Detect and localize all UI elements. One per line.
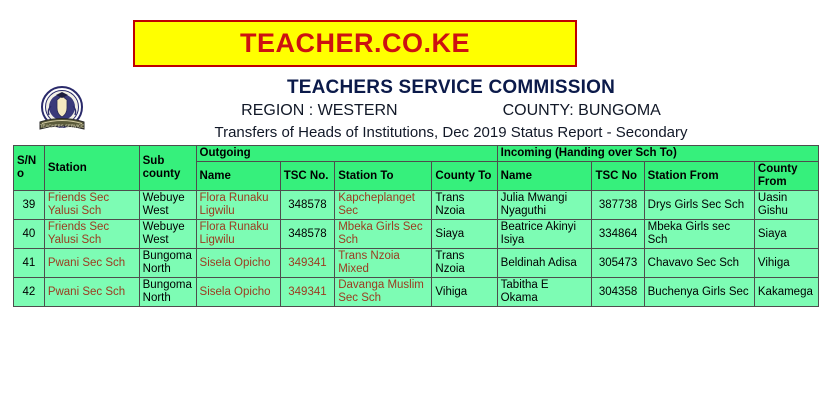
transfers-table-container bbox=[13, 145, 819, 307]
cell-incoming-tsc-no: 334864 bbox=[592, 220, 644, 249]
cell-sn: 42 bbox=[14, 278, 45, 307]
cell-outgoing-county-to: Siaya bbox=[432, 220, 497, 249]
cell-incoming-tsc-no: 305473 bbox=[592, 249, 644, 278]
cell-station: Friends Sec Yalusi Sch bbox=[44, 220, 139, 249]
col-header-outgoing-station-to: Station To bbox=[335, 162, 432, 191]
cell-sub-county: Webuye West bbox=[139, 220, 196, 249]
region-label: REGION : WESTERN bbox=[241, 102, 398, 119]
report-subtitle: Transfers of Heads of Institutions, Dec 2019 Status Report - Secondary bbox=[214, 124, 688, 141]
group-header-incoming: Incoming (Handing over Sch To) bbox=[497, 146, 818, 162]
cell-sn: 41 bbox=[14, 249, 45, 278]
cell-incoming-name: Tabitha E Okama bbox=[497, 278, 592, 307]
col-header-outgoing-county-to: County To bbox=[432, 162, 497, 191]
cell-incoming-county-from: Uasin Gishu bbox=[754, 191, 818, 220]
organisation-title: TEACHERS SERVICE COMMISSION bbox=[286, 77, 616, 98]
cell-outgoing-station-to: Mbeka Girls Sec Sch bbox=[335, 220, 432, 249]
col-header-sub-county: Sub county bbox=[139, 146, 196, 191]
document-header bbox=[0, 76, 832, 144]
cell-sub-county: Webuye West bbox=[139, 191, 196, 220]
cell-outgoing-station-to: Kapcheplanget Sec bbox=[335, 191, 432, 220]
cell-incoming-station-from: Chavavo Sec Sch bbox=[644, 249, 754, 278]
cell-station: Pwani Sec Sch bbox=[44, 249, 139, 278]
cell-outgoing-county-to: Vihiga bbox=[432, 278, 497, 307]
cell-sub-county: Bungoma North bbox=[139, 278, 196, 307]
cell-station: Friends Sec Yalusi Sch bbox=[44, 191, 139, 220]
svg-text:TEACHERS SERVICE: TEACHERS SERVICE bbox=[39, 123, 85, 129]
table-group-header-row bbox=[14, 146, 819, 162]
cell-incoming-name: Beatrice Akinyi Isiya bbox=[497, 220, 592, 249]
cell-outgoing-tsc-no: 349341 bbox=[280, 249, 335, 278]
cell-outgoing-name: Flora Runaku Ligwilu bbox=[196, 220, 280, 249]
col-header-outgoing-tsc-no: TSC No. bbox=[280, 162, 335, 191]
cell-outgoing-station-to: Trans Nzoia Mixed bbox=[335, 249, 432, 278]
cell-outgoing-tsc-no: 348578 bbox=[280, 191, 335, 220]
cell-sub-county: Bungoma North bbox=[139, 249, 196, 278]
cell-incoming-county-from: Vihiga bbox=[754, 249, 818, 278]
tsc-coat-of-arms-logo bbox=[32, 82, 92, 138]
table-row bbox=[14, 191, 819, 220]
cell-incoming-tsc-no: 387738 bbox=[592, 191, 644, 220]
cell-incoming-station-from: Buchenya Girls Sec bbox=[644, 278, 754, 307]
col-header-incoming-name: Name bbox=[497, 162, 592, 191]
cell-outgoing-name: Sisela Opicho bbox=[196, 278, 280, 307]
group-header-outgoing: Outgoing bbox=[196, 146, 497, 162]
watermark-banner bbox=[133, 20, 577, 67]
cell-station: Pwani Sec Sch bbox=[44, 278, 139, 307]
table-row bbox=[14, 278, 819, 307]
cell-outgoing-name: Sisela Opicho bbox=[196, 249, 280, 278]
cell-incoming-station-from: Drys Girls Sec Sch bbox=[644, 191, 754, 220]
table-row bbox=[14, 249, 819, 278]
header-text-block bbox=[96, 76, 806, 143]
col-header-incoming-tsc-no: TSC No bbox=[592, 162, 644, 191]
county-label: COUNTY: BUNGOMA bbox=[502, 102, 661, 119]
cell-outgoing-tsc-no: 348578 bbox=[280, 220, 335, 249]
cell-outgoing-tsc-no: 349341 bbox=[280, 278, 335, 307]
region-county-line bbox=[96, 100, 806, 122]
table-row bbox=[14, 220, 819, 249]
cell-incoming-county-from: Siaya bbox=[754, 220, 818, 249]
cell-incoming-county-from: Kakamega bbox=[754, 278, 818, 307]
cell-outgoing-station-to: Davanga Muslim Sec Sch bbox=[335, 278, 432, 307]
col-header-incoming-county-from: County From bbox=[754, 162, 818, 191]
table-head bbox=[14, 146, 819, 191]
cell-outgoing-name: Flora Runaku Ligwilu bbox=[196, 191, 280, 220]
cell-sn: 39 bbox=[14, 191, 45, 220]
cell-incoming-station-from: Mbeka Girls sec Sch bbox=[644, 220, 754, 249]
cell-sn: 40 bbox=[14, 220, 45, 249]
col-header-station: Station bbox=[44, 146, 139, 191]
table-body bbox=[14, 191, 819, 307]
cell-incoming-name: Julia Mwangi Nyaguthi bbox=[497, 191, 592, 220]
watermark-banner-text: TEACHER.CO.KE bbox=[239, 28, 470, 58]
cell-outgoing-county-to: Trans Nzoia bbox=[432, 191, 497, 220]
col-header-sn: S/N o bbox=[14, 146, 45, 191]
col-header-incoming-station-from: Station From bbox=[644, 162, 754, 191]
cell-outgoing-county-to: Trans Nzoia bbox=[432, 249, 497, 278]
cell-incoming-tsc-no: 304358 bbox=[592, 278, 644, 307]
col-header-outgoing-name: Name bbox=[196, 162, 280, 191]
transfers-table bbox=[13, 145, 819, 307]
cell-incoming-name: Beldinah Adisa bbox=[497, 249, 592, 278]
